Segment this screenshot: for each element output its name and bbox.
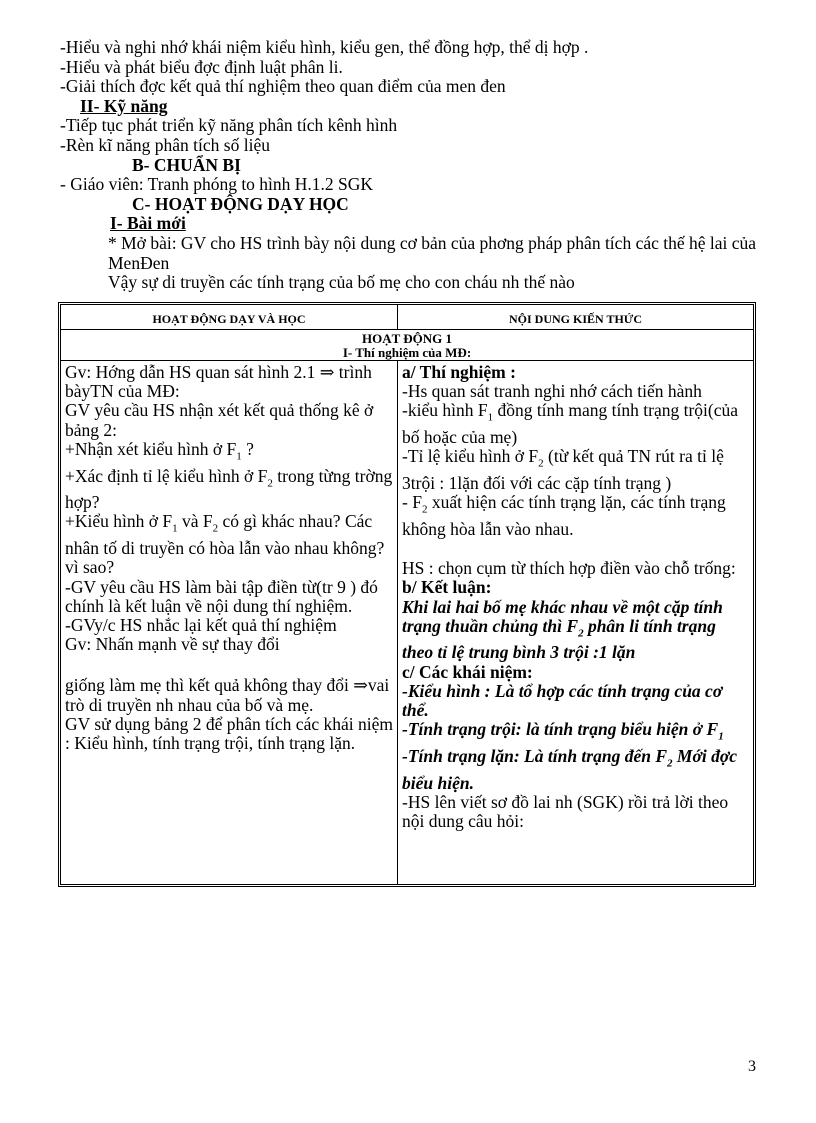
spacer (402, 539, 749, 559)
section-hoat-dong: C- HOẠT ĐỘNG DẠY HỌC (132, 193, 349, 214)
ky-nang-line-1: -Tiếp tục phát triển kỹ năng phân tích kênh hình (60, 115, 398, 136)
right-c3: -Tính trạng lặn: Là tính trạng đến $F_2$ Mới đợc biểu hiện. (402, 745, 737, 793)
content-row (61, 361, 753, 884)
header-left: HOẠT ĐỘNG DẠY VÀ HỌC (61, 305, 398, 329)
objective-line-2: -Hiểu và phát biểu đợc định luật phân li. (60, 56, 343, 77)
activity-heading (61, 330, 753, 360)
mo-bai-paragraph: * Mở bài: GV cho HS trình bày nội dung cơ bản của phơng pháp phân tích các thế hệ lai của MenĐen (108, 232, 757, 273)
right-c1: -Kiểu hình : Là tổ hợp các tính trạng của cơ thể. (402, 680, 723, 721)
right-hs-fill: HS : chọn cụm từ thích hợp điền vào chỗ trống: (402, 558, 736, 579)
right-c2: -Tính trạng trội: là tính trạng biểu hiện ở $F_1$ (402, 719, 724, 743)
table-header-row (61, 305, 753, 330)
lesson-table (58, 302, 756, 887)
right-a1: -Hs quan sát tranh nghi nhớ cách tiến hành (402, 381, 702, 402)
left-line-7: -GVy/c HS nhắc lại kết quả thí nghiệm (65, 614, 337, 635)
left-line-5: +Kiểu hình ở $F_1$ và $F_2$ có gì khác nhau? Các nhân tố di truyền có hòa lẫn vào nhau không? vì sao? (65, 511, 385, 578)
left-line-10: GV sử dụng bảng 2 để phân tích các khái niệm : Kiểu hình, tính trạng trội, tính trạng lặn. (65, 713, 393, 753)
header-right: NỘI DUNG KIẾN THỨC (508, 312, 642, 326)
right-b-title: b/ Kết luận: (402, 577, 492, 598)
left-line-1: Gv: Hớng dẫn HS quan sát hình 2.1 ⇒ trình bàyTN của MĐ: (65, 362, 372, 402)
ky-nang-line-2: -Rèn kĩ năng phân tích số liệu (60, 134, 270, 155)
left-line-8: Gv: Nhấn mạnh về sự thay đổi (65, 634, 280, 655)
activity-title: HOẠT ĐỘNG 1 (361, 331, 453, 346)
page-number: 3 (748, 1058, 756, 1075)
section-chuan-bi: B- CHUẨN BỊ (132, 154, 241, 175)
activity-subtitle: I- Thí nghiệm của MĐ: (342, 345, 472, 360)
right-b-text: Khi lai hai bố mẹ khác nhau về một cặp tính trạng thuần chủng thì $F_2$ phân li tính trạng theo tỉ lệ trung bình 3 trội :1 lặn (402, 596, 723, 663)
objective-line-1: -Hiểu và nghi nhớ khái niệm kiểu hình, kiểu gen, thể đồng hợp, thể dị hợp . (60, 37, 589, 57)
chuan-bi-line: - Giáo viên: Tranh phóng to hình H.1.2 SGK (60, 174, 374, 195)
right-a-title: a/ Thí nghiệm : (402, 362, 516, 382)
spacer (65, 654, 393, 676)
teacher-activities-cell (61, 361, 398, 884)
right-a3: -Tỉ lệ kiểu hình ở $F_2$ (từ kết quả TN rút ra tỉ lệ 3trội : 1lặn đối với các cặp tính trạng ) (402, 446, 724, 494)
right-c4: -HS lên viết sơ đồ lai nh (SGK) rồi trả lời theo nội dung câu hỏi: (402, 791, 729, 832)
left-line-2: GV yêu cầu HS nhận xét kết quả thống kê ở bảng 2: (65, 400, 374, 440)
activity-row (61, 330, 753, 361)
left-line-9: giống làm mẹ thì kết quả không thay đổi ⇒vai trò di truyền nh nhau của bố và mẹ. (65, 675, 390, 715)
right-c-title: c/ Các khái niệm: (402, 661, 533, 682)
objective-line-3: -Giải thích đợc kết quả thí nghiệm theo quan điểm của men đen (60, 76, 506, 97)
left-line-3: +Nhận xét kiểu hình ở $F_1$ ? (65, 438, 254, 463)
question-line: Vậy sự di truyền các tính trạng của bố mẹ cho con cháu nh thế nào (108, 272, 575, 293)
section-bai-moi: I- Bài mới (110, 213, 186, 234)
right-a4: - $F_2$ xuất hiện các tính trạng lặn, các tính trạng không hòa lẫn vào nhau. (402, 492, 726, 539)
right-a2: -kiểu hình $F_1$ đồng tính mang tính trạng trội(của bố hoặc của mẹ) (402, 400, 739, 448)
left-line-6: -GV yêu cầu HS làm bài tập điền từ(tr 9 ) đó chính là kết luận về nội dung thí nghiệm. (65, 576, 378, 616)
section-ky-nang: II- Kỹ năng (80, 95, 168, 116)
left-line-4: +Xác định tỉ lệ kiểu hình ở $F_2$ trong từng trờng hợp? (65, 465, 393, 513)
knowledge-content-cell (398, 361, 753, 884)
intro-section (60, 38, 760, 293)
